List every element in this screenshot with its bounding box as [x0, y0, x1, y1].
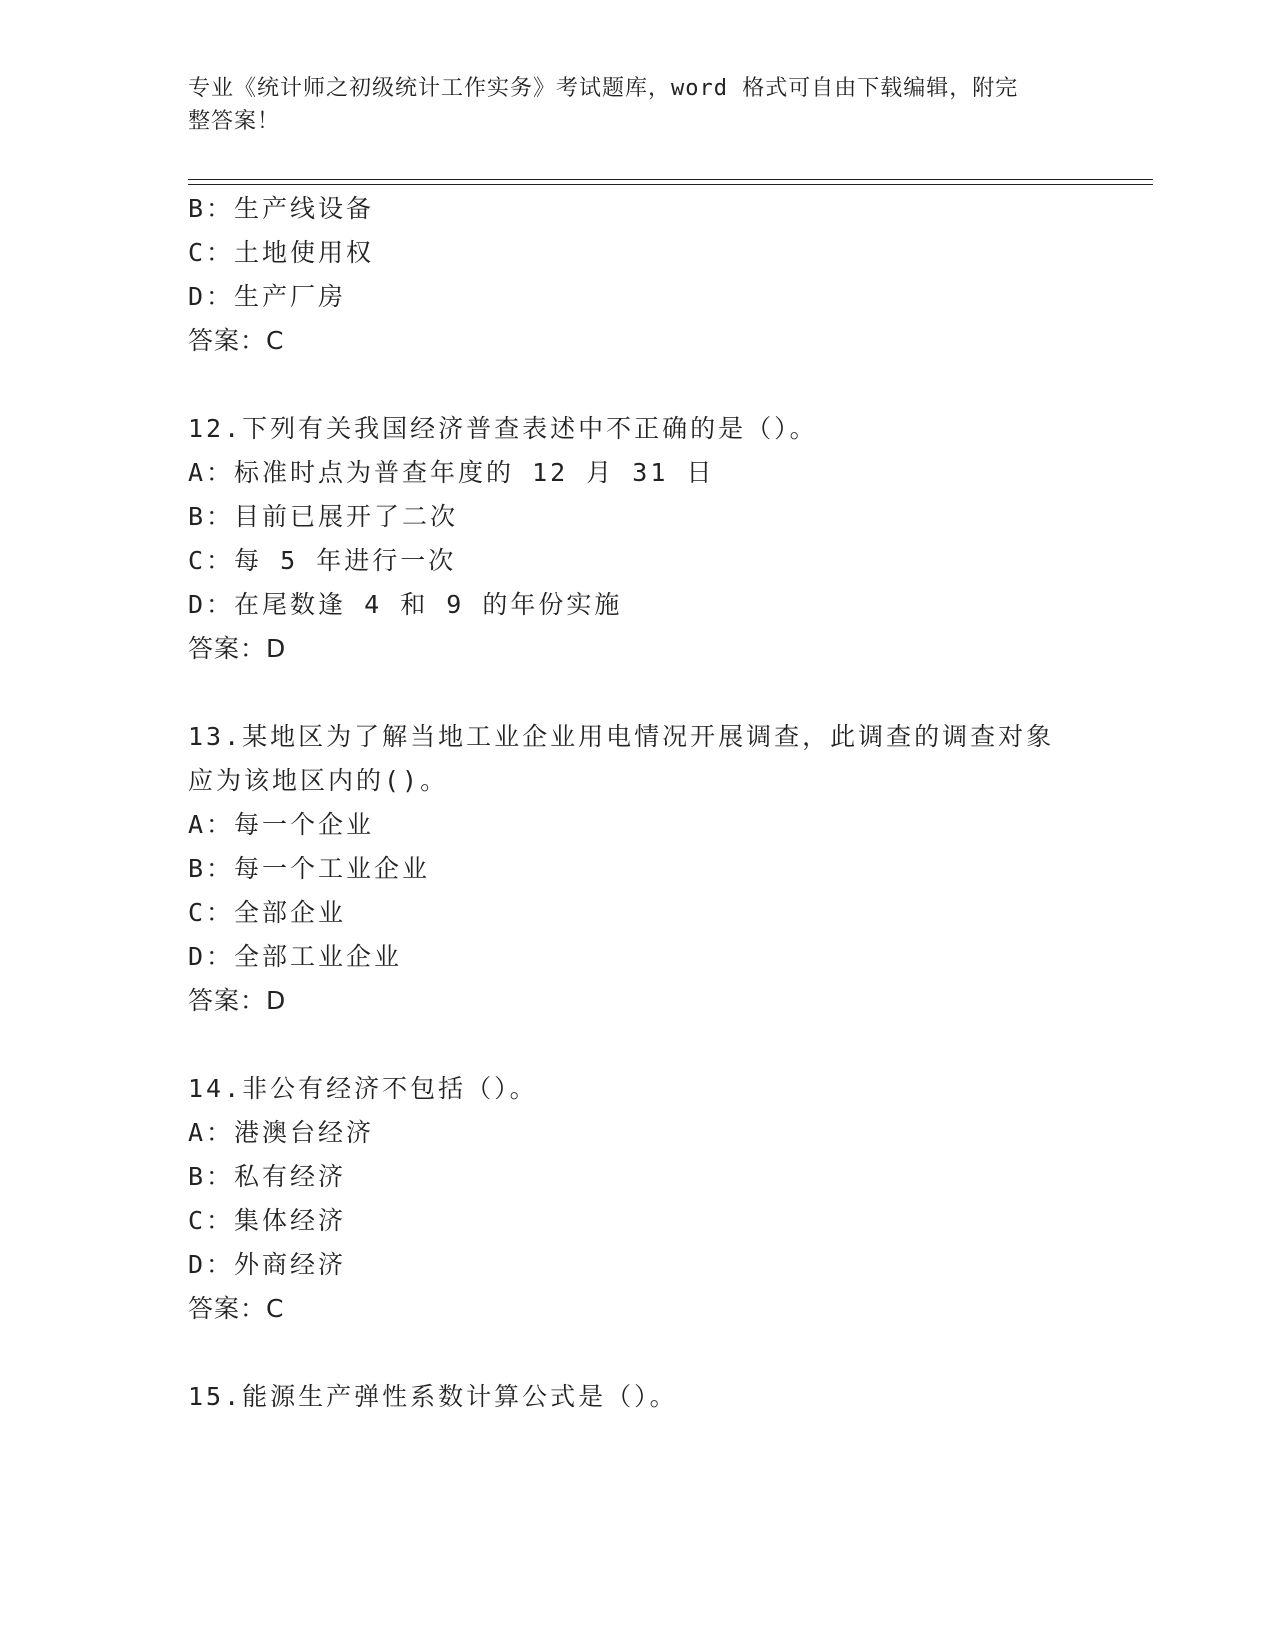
header-divider-bottom — [188, 184, 1153, 185]
q15-question: 15.能源生产弹性系数计算公式是（）。 — [188, 1382, 678, 1411]
q12-question: 12.下列有关我国经济普查表述中不正确的是（）。 — [188, 414, 818, 443]
page-header — [188, 72, 1068, 138]
q12-answer: 答案：D — [188, 634, 287, 663]
q12-option-d: D：在尾数逢 4 和 9 的年份实施 — [188, 590, 623, 619]
q13-option-b: B：每一个工业企业 — [188, 854, 431, 883]
q13-answer: 答案：D — [188, 986, 287, 1015]
q14-answer: 答案：C — [188, 1294, 285, 1323]
q13-option-d: D：全部工业企业 — [188, 942, 403, 971]
header-divider-top — [188, 179, 1153, 180]
q13-question-line-2: 应为该地区内的()。 — [188, 766, 449, 795]
q14-question: 14.非公有经济不包括（）。 — [188, 1074, 538, 1103]
q12-option-b: B：目前已展开了二次 — [188, 502, 459, 531]
header-line-2: 整答案！ — [188, 109, 281, 134]
q13-question-line-1: 13.某地区为了解当地工业企业用电情况开展调查，此调查的调查对象 — [188, 722, 1055, 751]
q14-option-a: A：港澳台经济 — [188, 1118, 375, 1147]
q12-option-c: C：每 5 年进行一次 — [188, 546, 457, 575]
q12-option-a: A：标准时点为普查年度的 12 月 31 日 — [188, 458, 715, 487]
q14-option-b: B：私有经济 — [188, 1162, 347, 1191]
q14-option-c: C：集体经济 — [188, 1206, 347, 1235]
q14-option-d: D：外商经济 — [188, 1250, 347, 1279]
header-line-1: 专业《统计师之初级统计工作实务》考试题库，word 格式可自由下载编辑，附完 — [188, 76, 1019, 101]
q11-option-d: D：生产厂房 — [188, 282, 347, 311]
q11-option-b: B：生产线设备 — [188, 194, 375, 223]
q11-option-c: C：土地使用权 — [188, 238, 375, 267]
q13-option-c: C：全部企业 — [188, 898, 347, 927]
q11-answer: 答案：C — [188, 326, 285, 355]
q13-option-a: A：每一个企业 — [188, 810, 375, 839]
